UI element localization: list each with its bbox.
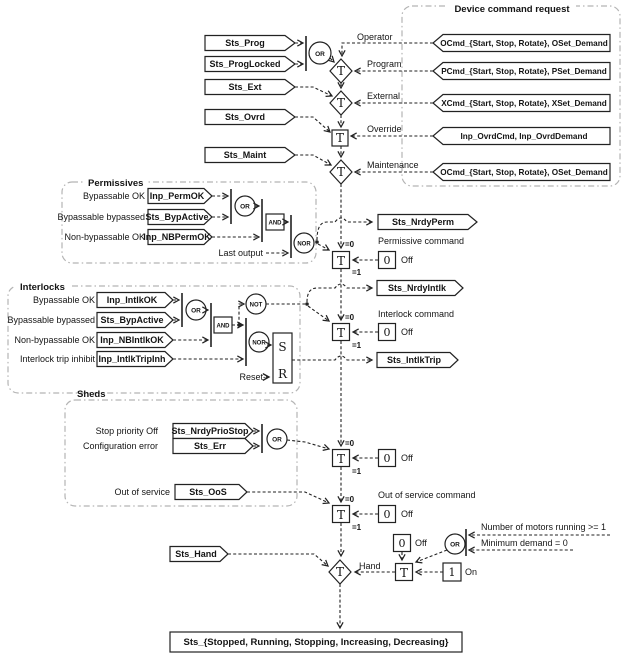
oos-eq1: =1 <box>352 523 362 532</box>
tag-sts-intlktrip-label: Sts_IntlkTrip <box>386 355 442 365</box>
sr-latch-s: S <box>278 340 287 354</box>
perm-eq0: =0 <box>345 240 355 249</box>
sheds-zero-label: 0 <box>383 452 391 465</box>
tag-sts-nrdyintlk-label: Sts_NrdyIntlk <box>387 283 447 293</box>
tag-sts-hand-label: Sts_Hand <box>175 549 217 559</box>
wire-sheds-selector <box>287 440 329 449</box>
wire-to-not <box>239 304 244 325</box>
hand-section <box>170 522 610 584</box>
tag-sts-proglocked-label: Sts_ProgLocked <box>209 59 281 69</box>
sheds-section <box>83 424 413 477</box>
wire-operator <box>342 43 433 56</box>
label-program: Program <box>367 59 402 69</box>
permissives-row1-label: Bypassable bypassed <box>57 212 145 222</box>
interlock-off-label: Off <box>401 327 413 337</box>
tag-sts-prog-label: Sts_Prog <box>225 38 265 48</box>
label-maintenance: Maintenance <box>367 160 419 170</box>
label-operator: Operator <box>357 32 393 42</box>
tag-inp-nbpermok-label: Inp_NBPermOK <box>143 232 211 242</box>
mode-selector-chain <box>205 32 433 184</box>
output-row <box>170 632 462 652</box>
tag-sts-ovrd-label: Sts_Ovrd <box>224 112 266 122</box>
hand-off-label: Off <box>415 538 427 548</box>
tag-inp-intlkok-label: Inp_IntlkOK <box>106 295 158 305</box>
wire-nrdyintlk <box>307 284 372 302</box>
interlocks-row3-label: Interlock trip inhibit <box>19 354 95 364</box>
out-of-service-row <box>114 485 475 533</box>
wire-nrdyperm <box>317 218 372 240</box>
sheds-eq1: =1 <box>352 467 362 476</box>
permissives-or-label: OR <box>240 203 250 211</box>
sr-latch-r: R <box>277 367 288 381</box>
sheds-t-label: T <box>336 452 346 466</box>
interlock-command-label: Interlock command <box>378 309 455 319</box>
tag-ocmd-maintenance-label: OCmd_{Start, Stop, Rotate}, OSet_Demand <box>440 168 608 177</box>
interlocks-row0-label: Bypassable OK <box>32 295 95 305</box>
oos-zero-label: 0 <box>383 508 391 521</box>
tag-sts-maint-label: Sts_Maint <box>223 150 267 160</box>
last-output-label: Last output <box>218 248 263 258</box>
wire-hand-selector <box>228 554 328 566</box>
output-status-label: Sts_{Stopped, Running, Stopping, Increasing, Decreasing} <box>183 637 449 648</box>
perm-eq1: =1 <box>352 268 362 277</box>
maintenance-selector-t: T <box>336 165 346 179</box>
tag-inp-nbintlkok-label: Inp_NBIntlkOK <box>100 335 164 345</box>
sheds-or-label: OR <box>272 436 282 444</box>
tag-ocmd-operator-label: OCmd_{Start, Stop, Rotate}, OSet_Demand <box>440 39 608 48</box>
oos-eq0: =0 <box>345 495 355 504</box>
intlk-eq0: =0 <box>345 313 355 322</box>
interlocks-row1-label: Bypassable bypassed <box>7 315 95 325</box>
sheds-eq0: =0 <box>345 439 355 448</box>
permissive-off-label: Off <box>401 255 413 265</box>
intlk-eq1: =1 <box>352 341 362 350</box>
interlocks-title: Interlocks <box>20 282 65 293</box>
permissives-section <box>57 189 477 278</box>
tag-inp-permok-label: Inp_PermOK <box>149 191 205 201</box>
interlocks-section <box>7 281 463 384</box>
mode-or-gate <box>295 36 334 71</box>
reset-label: Reset- <box>239 372 266 382</box>
label-external: External <box>367 91 401 101</box>
oos-label: Out of service <box>114 487 170 497</box>
interlocks-and-label: AND <box>216 323 230 330</box>
permissives-row2-label: Non-bypassable OK <box>64 232 145 242</box>
wire-intlktrip <box>292 356 372 360</box>
permissives-nor-label: NOR <box>297 241 311 248</box>
interlocks-row2-label: Non-bypassable OK <box>14 335 95 345</box>
permissives-and-label: AND <box>268 220 282 227</box>
interlock-zero-label: 0 <box>383 326 391 339</box>
tag-sts-oos-label: Sts_OoS <box>189 487 227 497</box>
tag-sts-bypactive-intlk-label: Sts_BypActive <box>100 315 164 325</box>
tag-inp-intlktripinh-label: Inp_IntlkTripInh <box>98 354 166 364</box>
program-selector-t: T <box>336 64 346 78</box>
wire-sts-ext <box>295 87 332 96</box>
wire-sts-ovrd <box>295 117 330 132</box>
wire-sts-maint <box>295 155 331 165</box>
tag-pcmd-program-label: PCmd_{Start, Stop, Rotate}, PSet_Demand <box>441 67 607 76</box>
sheds-title: Sheds <box>77 389 106 400</box>
oos-off-label: Off <box>401 509 413 519</box>
or-gate-label: OR <box>315 51 325 58</box>
hand-one-label: 1 <box>448 566 456 579</box>
device-command-request-title: Device command request <box>454 4 570 15</box>
tag-sts-ext-label: Sts_Ext <box>228 82 262 92</box>
tag-xcmd-external-label: XCmd_{Start, Stop, Rotate}, XSet_Demand <box>441 99 607 108</box>
hand-selector-t: T <box>335 565 345 579</box>
interlocks-nor-label: NOR <box>252 340 266 347</box>
wire-perm-selector <box>318 244 329 250</box>
condition-motors-running: Number of motors running >= 1 <box>481 522 607 532</box>
permissives-title: Permissives <box>88 178 144 189</box>
sheds-row0-label: Stop priority Off <box>95 426 158 436</box>
permissives-junction-dot <box>315 240 319 244</box>
permissives-row0-label: Bypassable OK <box>82 191 145 201</box>
device-command-request <box>433 35 610 181</box>
hand-on-label: On <box>465 567 478 577</box>
label-hand: Hand <box>359 561 381 571</box>
sheds-row1-label: Configuration error <box>82 441 158 451</box>
interlocks-not-junction <box>305 302 309 306</box>
hand-or-label: OR <box>450 541 460 549</box>
hand-zero-label: 0 <box>398 537 406 550</box>
label-override: Override <box>367 124 402 134</box>
wire-intlk-selector <box>308 306 329 321</box>
condition-minimum-demand: Minimum demand = 0 <box>481 538 568 548</box>
oos-command-label: Out of service command <box>378 490 476 500</box>
external-selector-t: T <box>336 96 346 110</box>
interlock-t-label: T <box>336 326 346 340</box>
permissive-command-label: Permissive command <box>378 236 465 246</box>
tag-sts-bypactive-label: Sts_BypActive <box>145 212 209 222</box>
tag-sts-nrdyperm-label: Sts_NrdyPerm <box>391 217 455 227</box>
interlocks-or-label: OR <box>191 307 201 315</box>
wire-or-to-t <box>416 550 447 562</box>
tag-sts-err-label: Sts_Err <box>193 441 227 451</box>
interlocks-not-label: NOT <box>249 302 263 309</box>
tag-inp-ovrdcmd-label: Inp_OvrdCmd, Inp_OvrdDemand <box>460 132 588 141</box>
tag-sts-nrdypriostop-label: Sts_NrdyPrioStop <box>171 426 249 436</box>
wire-oos-selector <box>247 492 329 503</box>
permissive-t-label: T <box>336 254 346 268</box>
oos-t-label: T <box>336 508 346 522</box>
permissive-zero-label: 0 <box>383 254 391 267</box>
hand-t-label: T <box>399 566 409 580</box>
sheds-off-label: Off <box>401 453 413 463</box>
override-selector-t: T <box>335 131 345 145</box>
